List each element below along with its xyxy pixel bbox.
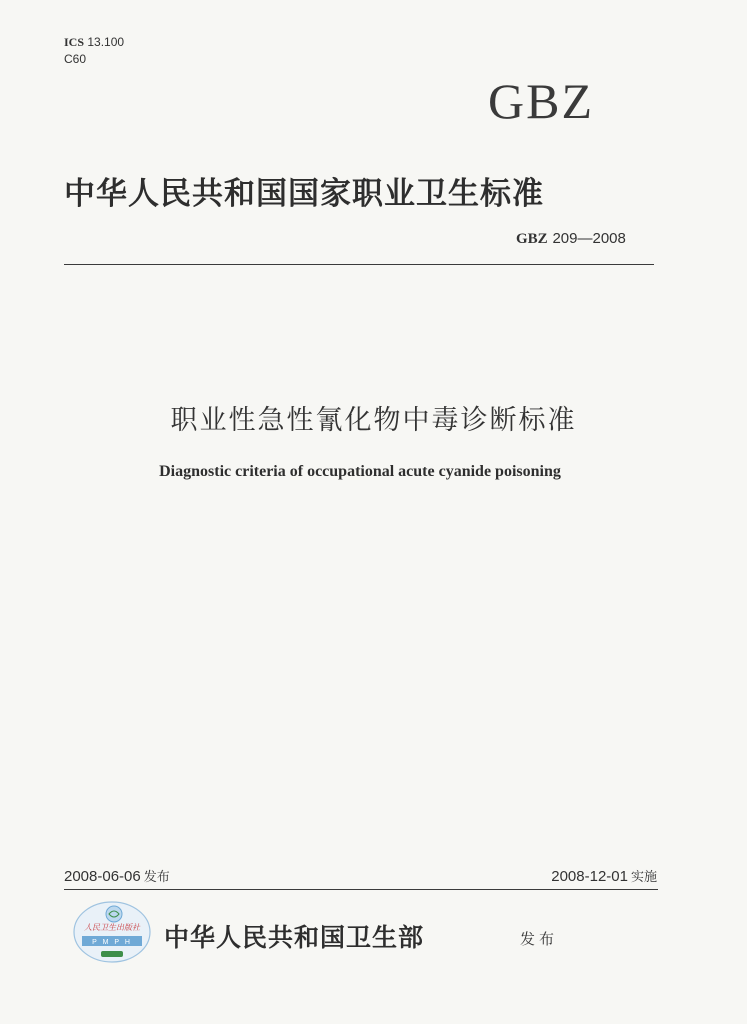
issuer-action-label: 发布: [520, 930, 559, 948]
issue-label: 发布: [143, 870, 170, 885]
implement-date: 2008-12-01: [551, 868, 628, 885]
document-title-cn: 职业性急性氰化物中毒诊断标准: [170, 405, 577, 436]
standard-code: [516, 229, 626, 248]
svg-text:人民卫生出版社: 人民卫生出版社: [84, 923, 140, 932]
ics-number: 13.100: [87, 35, 125, 49]
document-title-en: Diagnostic criteria of occupational acute cyanide poisoning: [159, 463, 561, 480]
issue-date: 2008-06-06: [64, 868, 141, 885]
issue-date-line: [64, 866, 170, 885]
implement-date-line: [551, 866, 657, 885]
standard-code-number: 209—2008: [552, 230, 626, 247]
implement-label: 实施: [630, 870, 657, 885]
footer-divider: [64, 889, 658, 890]
ccs-code: C60: [64, 52, 87, 66]
standard-code-prefix: GBZ: [516, 231, 548, 247]
svg-text:P M P H: P M P H: [92, 939, 132, 946]
standard-series-title: 中华人民共和国国家职业卫生标准: [64, 176, 544, 212]
issuing-authority: 中华人民共和国卫生部: [164, 923, 425, 952]
header-divider: [64, 264, 654, 265]
publisher-seal-logo: [72, 900, 152, 964]
ics-line: [64, 34, 124, 51]
gbz-logo: GBZ: [488, 73, 594, 129]
ics-prefix: ICS: [64, 35, 85, 49]
classification-block: [64, 34, 124, 68]
